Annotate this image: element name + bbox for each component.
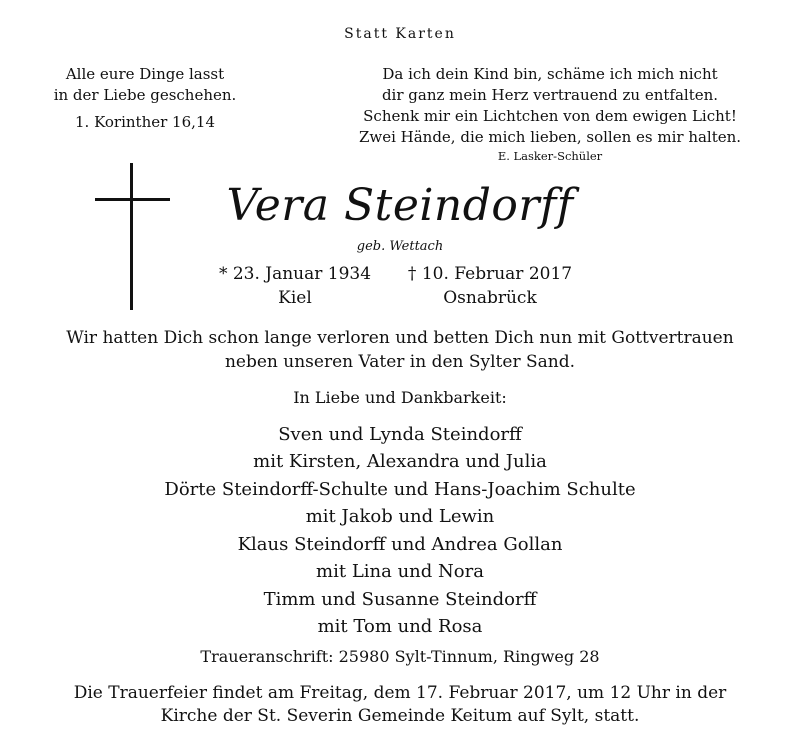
poem-line: Schenk mir ein Lichtchen von dem ewigen Licht!	[363, 107, 737, 125]
bible-quote-line: Alle eure Dinge lasst	[65, 65, 225, 83]
family-names: Timm und Susanne Steindorff	[263, 589, 537, 610]
mourning-address: Traueranschrift: 25980 Sylt-Tinnum, Ringweg 28	[200, 647, 600, 666]
bible-quote-reference: 1. Korinther 16,14	[75, 113, 215, 131]
dankbarkeit-line: In Liebe und Dankbarkeit:	[293, 388, 507, 407]
poem-line: dir ganz mein Herz vertrauend zu entfalten.	[381, 86, 719, 104]
family-group	[0, 477, 800, 530]
funeral-info	[0, 682, 800, 728]
death-date: † 10. Februar 2017	[407, 264, 573, 284]
funeral-line: Kirche der St. Severin Gemeinde Keitum auf Sylt, statt.	[160, 706, 640, 726]
funeral-line: Die Trauerfeier findet am Freitag, dem 17. Februar 2017, um 12 Uhr in der	[73, 683, 727, 703]
poem-line: Zwei Hände, die mich lieben, sollen es mir halten.	[358, 128, 742, 146]
family-children: mit Jakob und Lewin	[305, 505, 495, 527]
birth-place: Kiel	[278, 288, 312, 308]
cross-vertical-bar	[130, 163, 133, 310]
family-group	[0, 422, 800, 475]
cross-horizontal-bar	[95, 198, 170, 201]
intro-text	[0, 326, 800, 374]
death-info	[400, 262, 580, 310]
family-children: mit Lina und Nora	[316, 560, 484, 582]
birth-info	[210, 262, 380, 310]
family-children: mit Kirsten, Alexandra und Julia	[253, 450, 547, 472]
header-statt-karten: Statt Karten	[344, 26, 456, 42]
family-group	[0, 532, 800, 585]
poem-author: E. Lasker-Schüler	[497, 149, 603, 163]
death-place: Osnabrück	[443, 288, 537, 308]
family-group	[0, 587, 800, 640]
family-names: Dörte Steindorff-Schulte und Hans-Joachim Schulte	[164, 479, 636, 500]
bible-quote	[40, 64, 250, 133]
family-names: Klaus Steindorff und Andrea Gollan	[237, 534, 563, 555]
intro-line: Wir hatten Dich schon lange verloren und betten Dich nun mit Gottvertrauen	[66, 328, 734, 348]
birth-date: * 23. Januar 1934	[218, 264, 372, 284]
family-children: mit Tom und Rosa	[317, 615, 483, 637]
family-names: Sven und Lynda Steindorff	[278, 424, 522, 445]
maiden-name: geb. Wettach	[356, 239, 444, 254]
bible-quote-line: in der Liebe geschehen.	[53, 86, 237, 104]
family-list	[0, 422, 800, 642]
intro-line: neben unseren Vater in den Sylter Sand.	[224, 352, 575, 372]
deceased-name: Vera Steindorff	[226, 180, 574, 231]
poem-quote	[330, 64, 770, 164]
poem-line: Da ich dein Kind bin, schäme ich mich nicht	[382, 65, 718, 83]
